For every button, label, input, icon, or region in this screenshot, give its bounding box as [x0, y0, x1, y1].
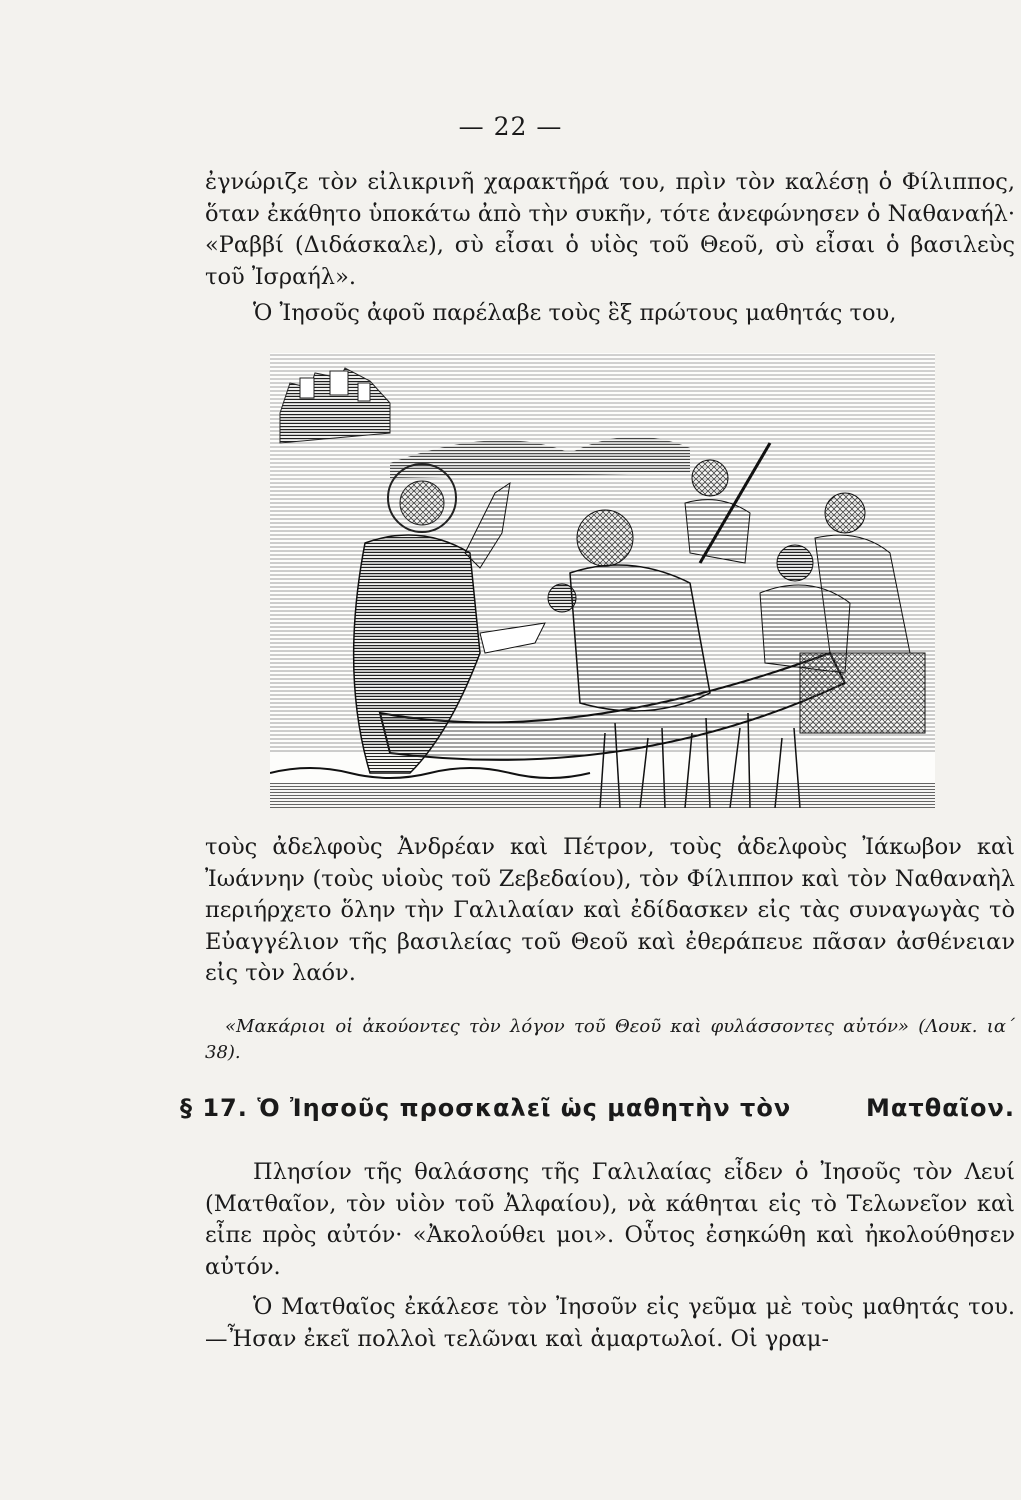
section-heading [180, 1094, 1015, 1122]
paragraph-3: τοὺς ἀδελφοὺς Ἀνδρέαν καὶ Πέτρον, τοὺς ἀδελφοὺς Ἰάκωβον καὶ Ἰωάννην (τοὺς υἱοὺς τοῦ Ζεβεδαίου), τὸν Φίλιππον καὶ τὸν Ναθαναὴλ περιήρχετο ὅλην τὴν Γαλιλαίαν καὶ ἐδίδασκεν εἰς τὰς συναγωγὰς τὸ Εὐαγγέλιον τῆς βασιλείας τοῦ Θεοῦ καὶ ἐθεράπευε πᾶσαν ἀσθένειαν εἰς τὸν λαόν. [205, 834, 1015, 986]
paragraph-2: Ὁ Ἰησοῦς ἀφοῦ παρέλαβε τοὺς ἓξ πρώτους μαθητάς του, [253, 300, 897, 326]
fishermen-engraving [270, 353, 935, 808]
section-paragraph-1: Πλησίον τῆς θαλάσσης τῆς Γαλιλαίας εἶδεν ὁ Ἰησοῦς τὸν Λευί (Ματθαῖον, τὸν υἱὸν τοῦ Ἀλφαίου), νὰ κάθηται εἰς τὸ Τελωνεῖον καὶ εἶπε πρὸς αὐτόν· «Ἀκολούθει μοι». Οὗτος ἐσηκώθη καὶ ἠκολούθησεν αὐτόν. [205, 1159, 1015, 1280]
scripture-quote: «Μακάριοι οἱ ἀκούοντες τὸν λόγον τοῦ Θεοῦ καὶ φυλάσσοντες αὐτόν» (Λουκ. ια΄ 38). [205, 1016, 1015, 1063]
paragraph-1: ἐγνώριζε τὸν εἰλικρινῆ χαρακτῆρά του, πρὶν τὸν καλέσῃ ὁ Φίλιππος, ὅταν ἐκάθητο ὑποκάτω ἀπὸ τὴν συκῆν, τότε ἀνεφώνησεν ὁ Ναθαναήλ· «Ραββί (Διδάσκαλε), σὺ εἶσαι ὁ υἱὸς τοῦ Θεοῦ, σὺ εἶσαι ὁ βασιλεὺς τοῦ Ἰσραήλ». [205, 169, 1015, 290]
section-paragraph-2: Ὁ Ματθαῖος ἐκάλεσε τὸν Ἰησοῦν εἰς γεῦμα μὲ τοὺς μαθητάς του.—Ἦσαν ἐκεῖ πολλοὶ τελῶναι καὶ ἁμαρτωλοί. Οἱ γραμ- [205, 1294, 1015, 1352]
section-title: § 17. Ὁ Ἰησοῦς προσκαλεῖ ὡς μαθητὴν τὸν [180, 1094, 792, 1122]
page-number: — 22 — [458, 112, 563, 141]
section-title-end: Ματθαῖον. [866, 1094, 1015, 1122]
engraving-illustration [270, 353, 935, 808]
